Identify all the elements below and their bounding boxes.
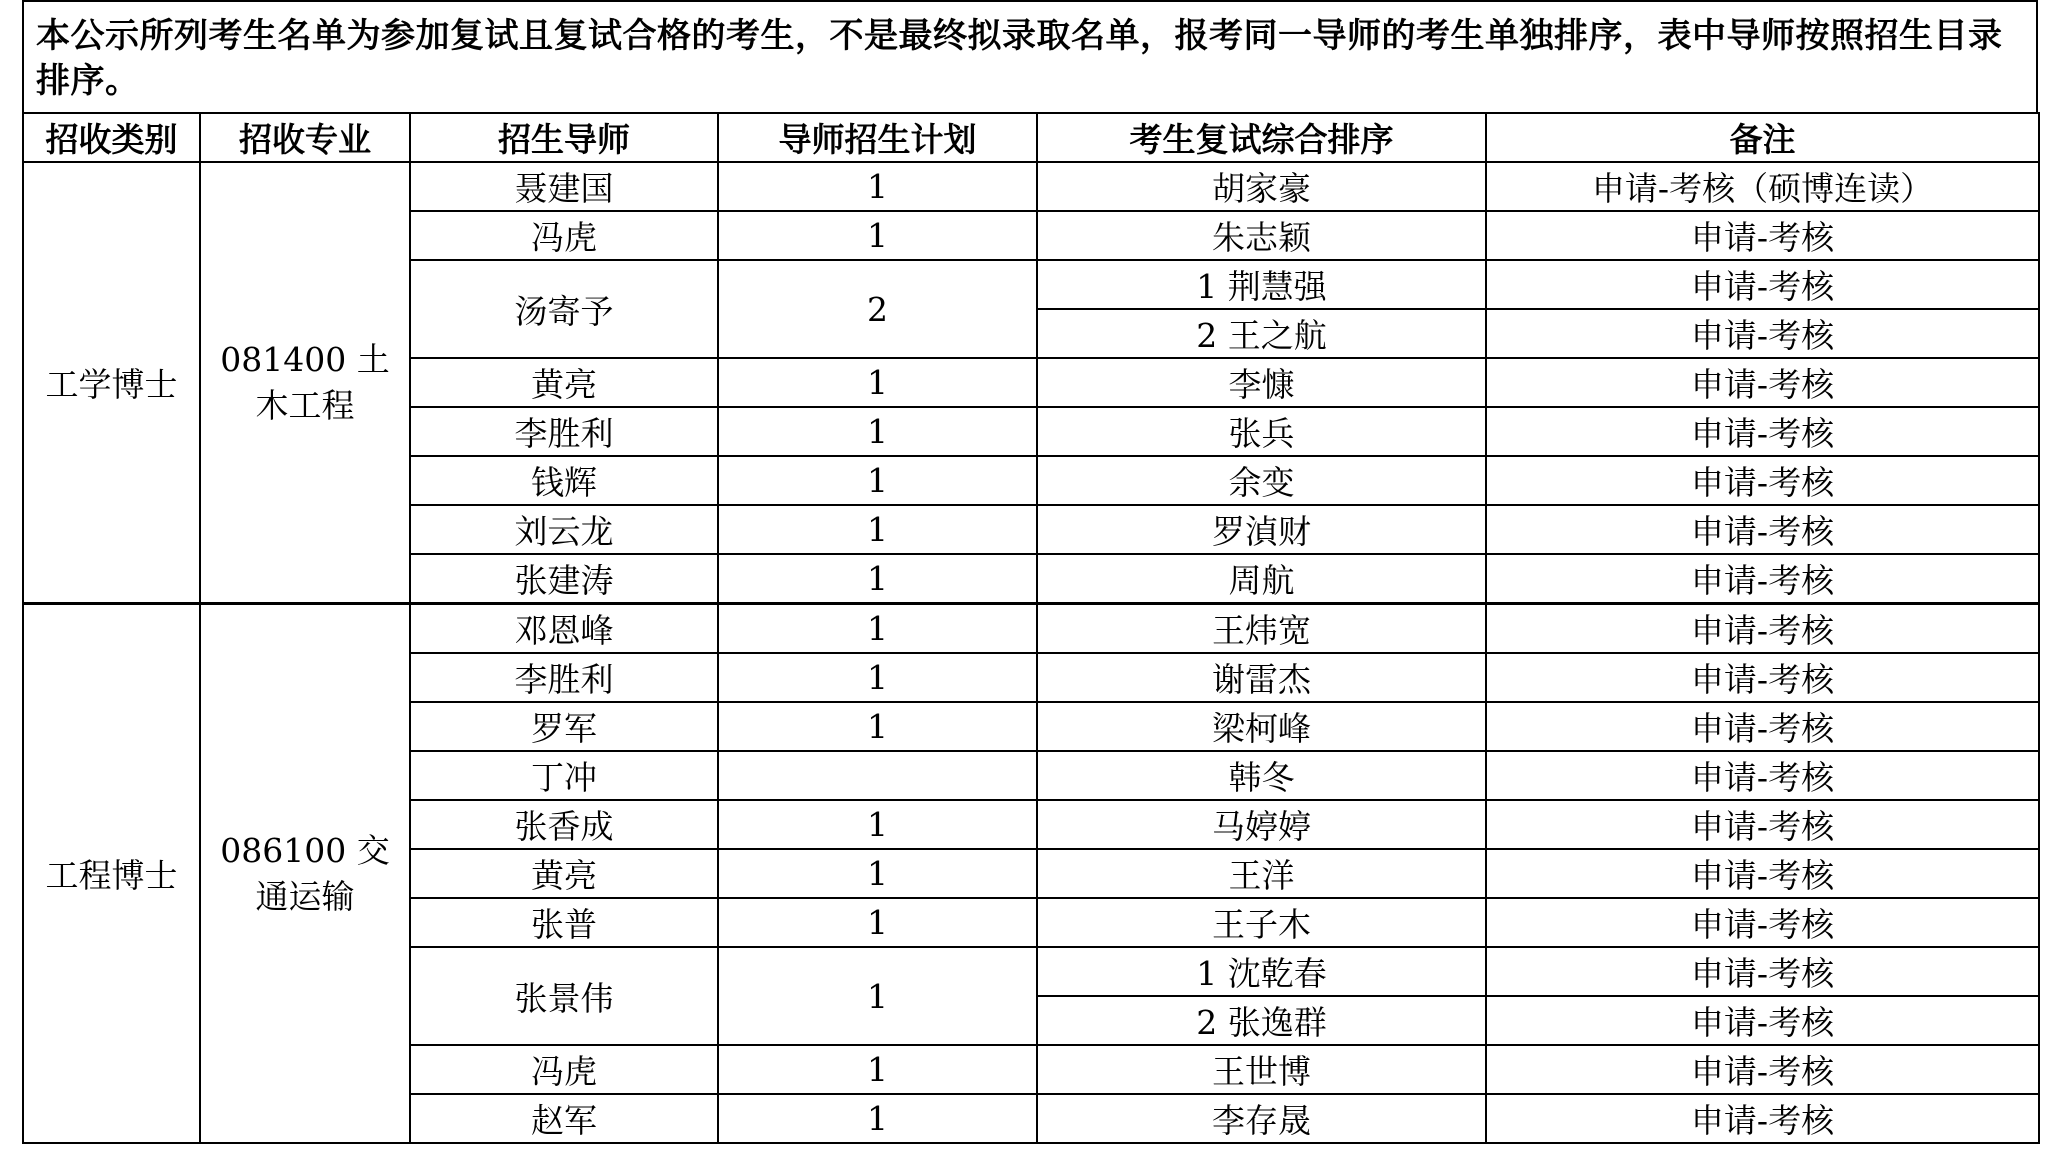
candidate-cell: 2 张逸群 [1037,996,1486,1045]
remark-cell: 申请-考核 [1486,947,2039,996]
remark-cell: 申请-考核 [1486,751,2039,800]
plan-cell: 1 [718,211,1037,260]
plan-cell [718,751,1037,800]
header-ranking: 考生复试综合排序 [1037,113,1486,162]
candidate-cell: 罗湞财 [1037,505,1486,554]
supervisor-cell: 聂建国 [410,162,718,211]
candidate-cell: 李慷 [1037,358,1486,407]
candidate-cell: 李存晟 [1037,1094,1486,1143]
remark-cell: 申请-考核 [1486,702,2039,751]
candidate-cell: 梁柯峰 [1037,702,1486,751]
remark-cell: 申请-考核（硕博连读） [1486,162,2039,211]
remark-cell: 申请-考核 [1486,358,2039,407]
candidate-cell: 王子木 [1037,898,1486,947]
candidate-cell: 谢雷杰 [1037,653,1486,702]
remark-cell: 申请-考核 [1486,1045,2039,1094]
plan-cell: 1 [718,1045,1037,1094]
supervisor-cell: 邓恩峰 [410,604,718,654]
supervisor-cell: 张普 [410,898,718,947]
supervisor-cell: 张香成 [410,800,718,849]
admission-document [22,0,2038,1144]
header-remark: 备注 [1486,113,2039,162]
supervisor-cell: 钱辉 [410,456,718,505]
remark-cell: 申请-考核 [1486,996,2039,1045]
supervisor-cell: 丁冲 [410,751,718,800]
category-cell: 工程博士 [23,604,200,1144]
candidate-cell: 王世博 [1037,1045,1486,1094]
candidate-cell: 胡家豪 [1037,162,1486,211]
table-row [23,162,2039,211]
remark-cell: 申请-考核 [1486,898,2039,947]
notice-text: 本公示所列考生名单为参加复试且复试合格的考生，不是最终拟录取名单，报考同一导师的考生单独排序，表中导师按照招生目录排序。 [22,0,2038,112]
plan-cell: 1 [718,898,1037,947]
admission-table [22,112,2040,1144]
supervisor-cell: 张景伟 [410,947,718,1045]
table-body [23,162,2039,1143]
supervisor-cell: 刘云龙 [410,505,718,554]
candidate-cell: 1 荆慧强 [1037,260,1486,309]
supervisor-cell: 赵军 [410,1094,718,1143]
supervisor-cell: 李胜利 [410,653,718,702]
supervisor-cell: 张建涛 [410,554,718,604]
plan-cell: 1 [718,407,1037,456]
supervisor-cell: 黄亮 [410,849,718,898]
major-cell: 086100 交通运输 [200,604,410,1144]
plan-cell: 1 [718,800,1037,849]
candidate-cell: 周航 [1037,554,1486,604]
plan-cell: 1 [718,702,1037,751]
candidate-cell: 1 沈乾春 [1037,947,1486,996]
remark-cell: 申请-考核 [1486,849,2039,898]
candidate-cell: 王炜宽 [1037,604,1486,654]
plan-cell: 1 [718,554,1037,604]
candidate-cell: 王洋 [1037,849,1486,898]
plan-cell: 1 [718,653,1037,702]
remark-cell: 申请-考核 [1486,505,2039,554]
candidate-cell: 马婷婷 [1037,800,1486,849]
header-category: 招收类别 [23,113,200,162]
remark-cell: 申请-考核 [1486,653,2039,702]
plan-cell: 1 [718,456,1037,505]
plan-cell: 1 [718,604,1037,654]
remark-cell: 申请-考核 [1486,260,2039,309]
remark-cell: 申请-考核 [1486,407,2039,456]
remark-cell: 申请-考核 [1486,309,2039,358]
candidate-cell: 余变 [1037,456,1486,505]
supervisor-cell: 汤寄予 [410,260,718,358]
header-major: 招收专业 [200,113,410,162]
supervisor-cell: 李胜利 [410,407,718,456]
supervisor-cell: 黄亮 [410,358,718,407]
supervisor-cell: 冯虎 [410,211,718,260]
plan-cell: 1 [718,947,1037,1045]
remark-cell: 申请-考核 [1486,1094,2039,1143]
table-header-row [23,113,2039,162]
plan-cell: 1 [718,162,1037,211]
header-plan: 导师招生计划 [718,113,1037,162]
remark-cell: 申请-考核 [1486,456,2039,505]
remark-cell: 申请-考核 [1486,800,2039,849]
remark-cell: 申请-考核 [1486,554,2039,604]
candidate-cell: 张兵 [1037,407,1486,456]
plan-cell: 1 [718,1094,1037,1143]
remark-cell: 申请-考核 [1486,211,2039,260]
header-supervisor: 招生导师 [410,113,718,162]
candidate-cell: 2 王之航 [1037,309,1486,358]
plan-cell: 1 [718,358,1037,407]
table-row [23,604,2039,654]
supervisor-cell: 罗军 [410,702,718,751]
major-cell: 081400 土木工程 [200,162,410,604]
plan-cell: 2 [718,260,1037,358]
supervisor-cell: 冯虎 [410,1045,718,1094]
category-cell: 工学博士 [23,162,200,604]
candidate-cell: 朱志颖 [1037,211,1486,260]
candidate-cell: 韩冬 [1037,751,1486,800]
remark-cell: 申请-考核 [1486,604,2039,654]
plan-cell: 1 [718,505,1037,554]
plan-cell: 1 [718,849,1037,898]
